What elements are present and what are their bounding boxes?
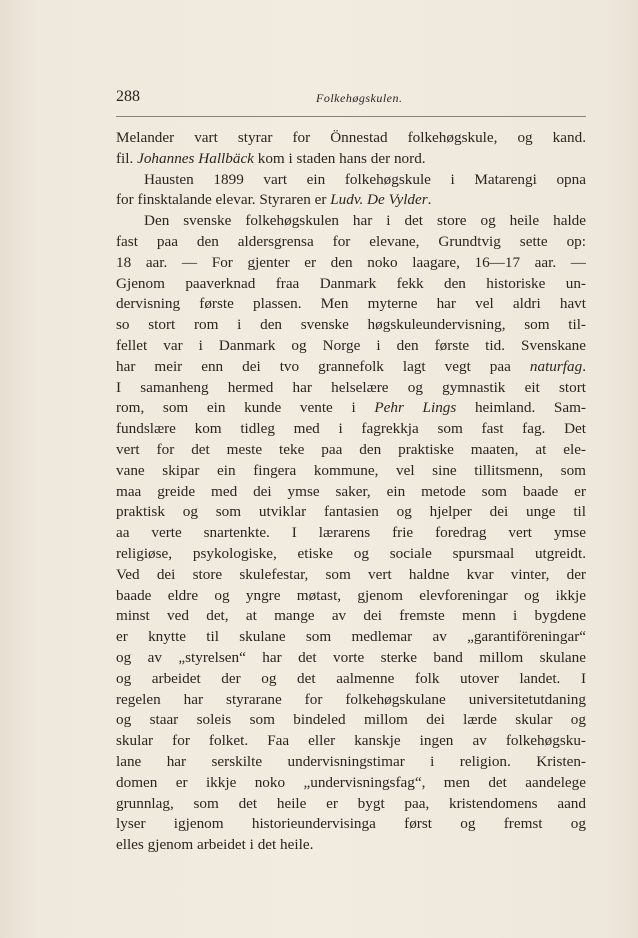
text-line: religiøse, psykologiske, etiske og sociale spursmaal utgreidt. — [116, 544, 586, 562]
text-line: og arbeidet der og det aalmenne folk utover landet. I — [116, 669, 586, 687]
text-line: minst ved det, at mange av dei fremste menn i bygdene — [116, 607, 586, 625]
text-line: og av „styrelsen“ har det vorte sterke band millom skulane — [116, 648, 586, 666]
text-line: grunnlag, som det heile er bygt paa, kristendomens aand — [116, 794, 586, 812]
italic-term: Johannes Hallbäck — [137, 149, 254, 167]
running-title: Folkehøgskulen. — [316, 91, 403, 105]
text-line: 18 aar. — For gjenter er den noko laagare, 16—17 aar. — — [116, 253, 586, 271]
text-line: fellet var i Danmark og Norge i den første tid. Svenskane — [116, 336, 586, 354]
text-line: domen er ikkje noko „undervisningsfag“, men det aandelege — [116, 773, 586, 791]
text-line: Melander vart styrar for Önnestad folkehøgskule, og kand. — [116, 129, 586, 146]
text-line: regelen har styrarane for folkehøgskulane universitetutdaning — [116, 690, 586, 708]
text-line: baade eldre og yngre møtast, gjenom elevforeningar og ikkje — [116, 586, 586, 604]
italic-term: Ludv. De Vylder — [330, 191, 428, 209]
text-line: og staar soleis som bindeled millom dei lærde skular og — [116, 711, 586, 729]
text-line: skular for folket. Faa eller kanskje ingen av folkehøgsku- — [116, 732, 586, 750]
text-line: Gjenom paaverknad fraa Danmark fekk den historiske un- — [116, 274, 586, 292]
text-line: praktisk og som utviklar fantasien og hjelper dei unge til — [116, 503, 586, 521]
page-number: 288 — [116, 88, 140, 105]
text-line: aa verte snartenkte. I lærarens frie foredrag vert ymse — [116, 524, 586, 542]
text-line: elles gjenom arbeidet i det heile. — [116, 836, 314, 854]
text-line: I samanheng hermed har helselære og gymnastik eit stort — [116, 378, 586, 396]
text-line: fast paa den aldersgrensa for elevane, Grundtvig sette op: — [116, 232, 586, 250]
text-line: lane har serskilte undervisningstimar i religion. Kristen- — [116, 752, 586, 770]
text-line: lyser igjenom historieundervisinga først og fremst og — [116, 815, 586, 833]
italic-term: naturfag — [529, 357, 583, 375]
text-line: fundslære kom tidleg med i fagrekkja som fast fag. Det — [116, 420, 586, 438]
text-line: for finsktalande elevar. Styraren er Ludv. De Vylder. — [116, 191, 432, 209]
text-line: Den svenske folkehøgskulen har i det store og heile halde — [144, 212, 586, 230]
text-line: er knytte til skulane som medlemar av „garantiföreningar“ — [116, 628, 586, 646]
text-line: fil. Johannes Hallbäck kom i staden hans der nord. — [116, 149, 426, 167]
text-line: Ved dei store skulefestar, som vert haldne kvar vinter, der — [116, 565, 586, 583]
text-line: so stort rom i den svenske høgskuleundervisning, som til- — [116, 316, 586, 334]
text-line: vert for det meste teke paa den praktiske maaten, at ele- — [116, 440, 586, 458]
text-line: har meir enn dei tvo grannefolk lagt vegt paa naturfag. — [116, 357, 586, 375]
page-header — [116, 88, 586, 110]
body-text — [116, 128, 586, 856]
italic-term: Pehr Lings — [374, 399, 457, 417]
text-line: vane skipar ein fingera kommune, vel sine tillitsmenn, som — [116, 461, 586, 479]
text-line: Hausten 1899 vart ein folkehøgskule i Matarengi opna — [144, 170, 586, 188]
text-line: rom, som ein kunde vente i Pehr Lings heimland. Sam- — [116, 399, 586, 417]
header-rule — [116, 116, 586, 117]
text-line: maa greide med dei ymse saker, ein metode som baade er — [116, 482, 586, 500]
text-line: dervisning første plassen. Men myterne har vel aldri havt — [116, 295, 586, 313]
